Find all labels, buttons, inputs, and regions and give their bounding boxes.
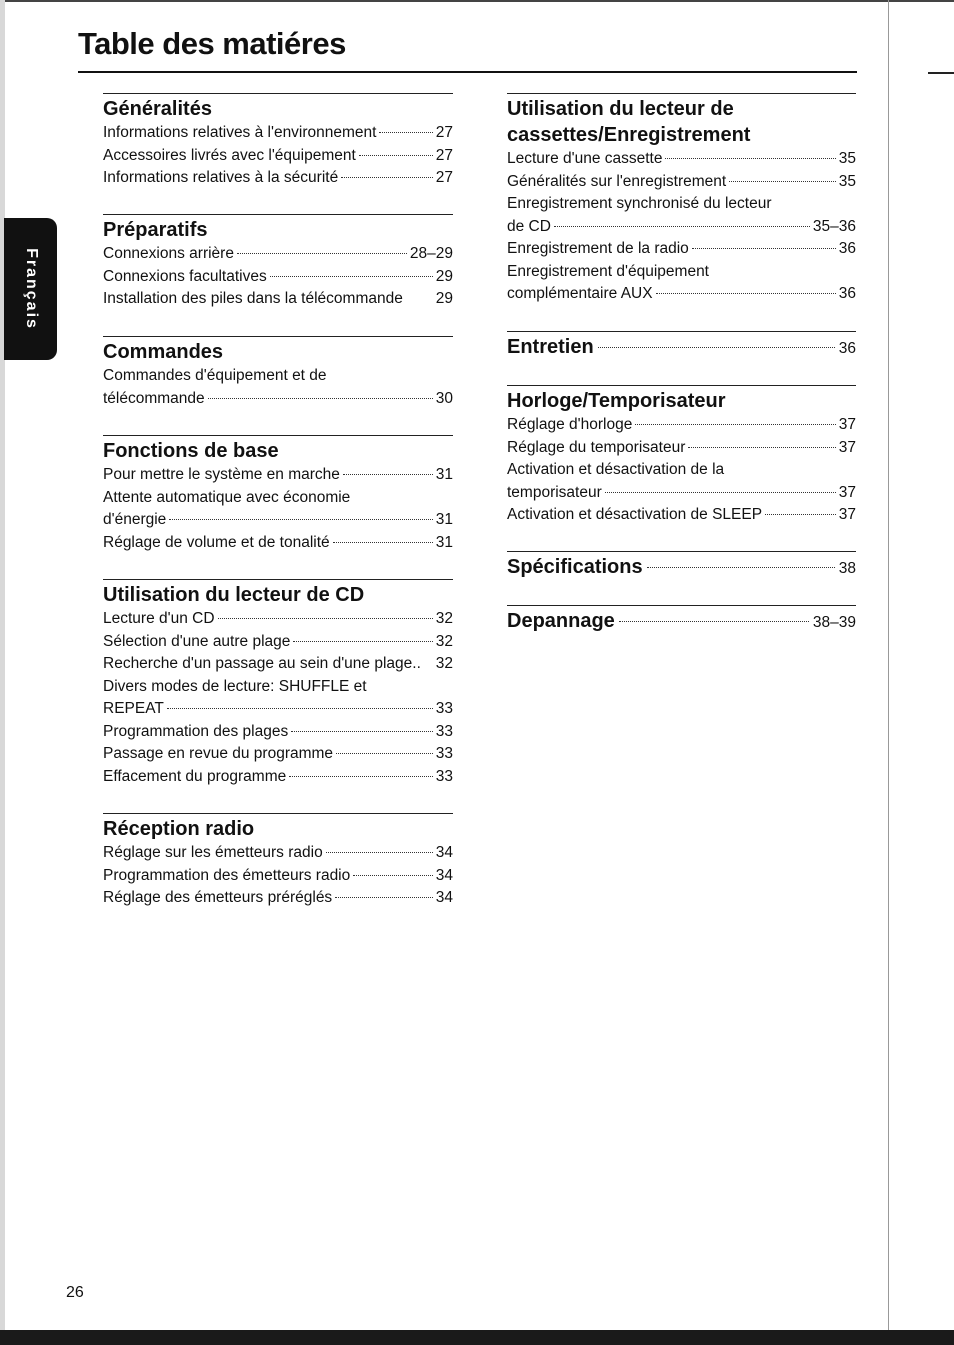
toc-entry[interactable]: Commandes d'équipement et de télécommande 30 <box>103 367 453 407</box>
section-heading: Entretien <box>507 336 594 358</box>
toc-section-generalites <box>103 93 453 190</box>
toc-entry[interactable]: Connexions facultatives 29 <box>103 267 453 285</box>
section-page: 38–39 <box>812 614 856 631</box>
section-heading: Depannage <box>507 610 615 632</box>
toc-entry[interactable]: Pour mettre le système en marche 31 <box>103 466 453 483</box>
toc-entry[interactable]: Lecture d'un CD 32 <box>103 610 453 627</box>
section-page: 38 <box>838 560 856 577</box>
bottom-scan-band <box>0 1330 954 1345</box>
toc-entry[interactable]: Enregistrement synchronisé du lecteur de CD 35–36 <box>507 195 856 235</box>
section-heading: Horloge/Temporisateur <box>507 390 726 412</box>
section-heading: Utilisation du lecteur de CD <box>103 584 365 606</box>
toc-entry[interactable]: Informations relatives à la sécurité 27 <box>103 169 453 186</box>
section-heading: Commandes <box>103 341 224 363</box>
toc-section-lecteur-cd <box>103 579 453 788</box>
page-number: 26 <box>66 1284 84 1301</box>
toc-entry[interactable]: Enregistrement d'équipement complémentaire AUX 36 <box>507 262 856 302</box>
toc-entry[interactable]: Réglage de volume et de tonalité 31 <box>103 533 453 551</box>
toc-section-horloge <box>507 385 856 527</box>
toc-entry[interactable]: Réglage d'horloge 37 <box>507 416 856 433</box>
toc-entry[interactable]: Attente automatique avec économie d'énergie 31 <box>103 488 453 528</box>
toc-entry[interactable]: Réglage sur les émetteurs radio 34 <box>103 844 453 861</box>
toc-section-cassettes <box>507 93 856 306</box>
section-heading-line2: cassettes/Enregistrement <box>507 124 751 146</box>
section-heading: Préparatifs <box>103 219 208 241</box>
toc-entry[interactable]: Connexions arrière 28–29 <box>103 245 453 262</box>
top-border <box>0 0 954 2</box>
toc-entry[interactable]: Enregistrement de la radio 36 <box>507 240 856 257</box>
toc-entry[interactable]: Activation et désactivation de SLEEP 37 <box>507 506 856 523</box>
toc-entry[interactable]: Passage en revue du programme 33 <box>103 745 453 762</box>
section-heading: Spécifications <box>507 556 643 578</box>
language-tab-label: Français <box>22 248 40 330</box>
toc-entry[interactable]: Informations relatives à l'environnement 27 <box>103 124 453 141</box>
toc-entry[interactable]: Accessoires livrés avec l'équipement 27 <box>103 146 453 164</box>
section-heading: Utilisation du lecteur de <box>507 98 734 120</box>
toc-entry[interactable]: Réglage des émetteurs préréglés 34 <box>103 889 453 906</box>
toc-entry[interactable]: Effacement du programme 33 <box>103 767 453 785</box>
section-heading: Fonctions de base <box>103 440 279 462</box>
right-margin-tick <box>928 72 954 74</box>
toc-entry[interactable]: Activation et désactivation de la temporisateur 37 <box>507 461 856 501</box>
section-heading: Réception radio <box>103 818 255 840</box>
toc-section-preparatifs <box>103 214 453 311</box>
toc-entry[interactable]: Divers modes de lecture: SHUFFLE et REPEAT 33 <box>103 677 453 717</box>
toc-section-specifications[interactable] <box>507 551 856 580</box>
title-rule <box>78 71 857 73</box>
toc-entry[interactable]: Recherche d'un passage au sein d'une plage.. 32 <box>103 655 453 672</box>
section-heading: Généralités <box>103 98 212 120</box>
toc-section-commandes <box>103 336 453 410</box>
toc-entry[interactable]: Réglage du temporisateur 37 <box>507 438 856 456</box>
language-tab <box>4 218 57 360</box>
toc-section-depannage[interactable] <box>507 605 856 634</box>
toc-entry[interactable]: Sélection d'une autre plage 32 <box>103 632 453 650</box>
toc-entry[interactable]: Lecture d'une cassette 35 <box>507 150 856 167</box>
right-margin-line <box>888 0 889 1330</box>
toc-section-fonctions-de-base <box>103 435 453 554</box>
toc-entry[interactable]: Programmation des émetteurs radio 34 <box>103 866 453 884</box>
scan-left-edge <box>0 0 5 1330</box>
section-page: 36 <box>838 340 856 357</box>
toc-section-entretien[interactable] <box>507 331 856 360</box>
page-title: Table des matiéres <box>78 26 346 61</box>
toc-entry[interactable]: Programmation des plages 33 <box>103 722 453 740</box>
toc-entry[interactable]: Généralités sur l'enregistrement 35 <box>507 172 856 190</box>
toc-section-reception-radio <box>103 813 453 910</box>
toc-entry[interactable]: Installation des piles dans la télécommande 29 <box>103 290 453 307</box>
